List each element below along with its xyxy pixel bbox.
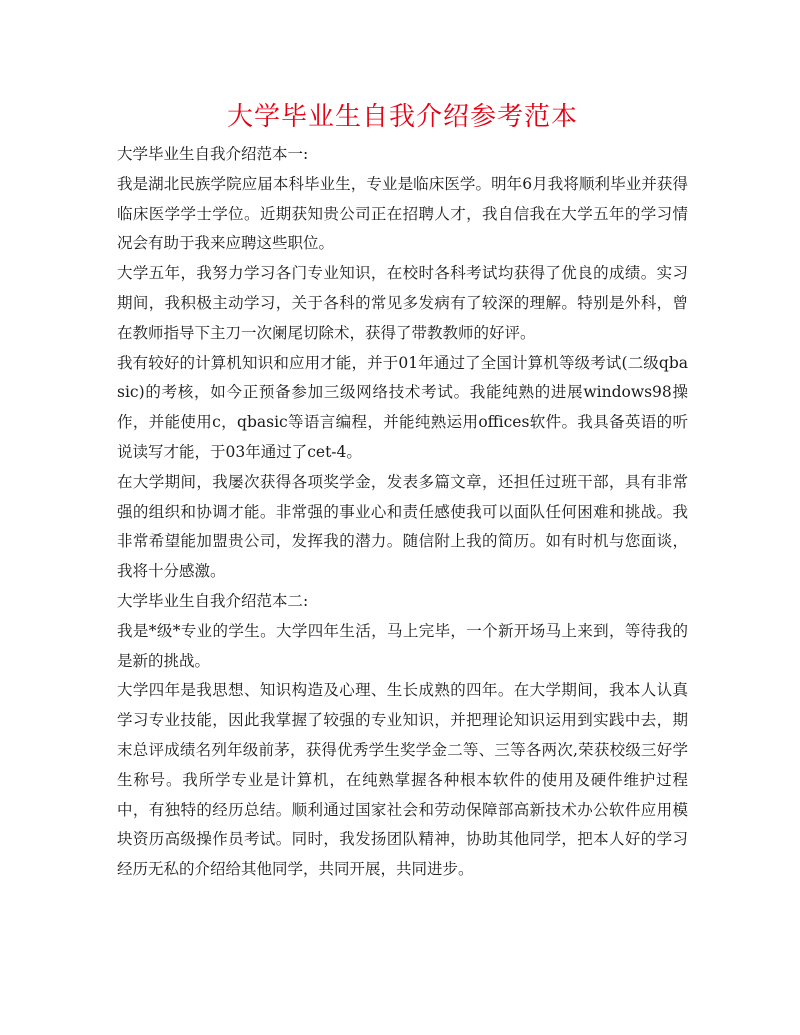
paragraph-intro-2: 我是*级*专业的学生。大学四年生活，马上完毕，一个新开场马上来到，等待我的是新的挑战。 bbox=[117, 621, 688, 670]
paragraph-university: 大学四年是我思想、知识构造及心理、生长成熟的四年。在大学期间，我本人认真学习专业技能，因此我掌握了较强的专业知识，并把理论知识运用到实践中去，期末总评成绩名列年级前茅，获得优秀学生奖学金二等、三等各两次,荣获校级三好学生称号。我所学专业是计算机，在纯熟掌握各种根本软件的使用及硬件维护过程中，有独特的经历总结。顺利通过国家社会和劳动保障部高新技术办公软件应用模块资历高级操作员考试。同时，我发扬团队精神，协助其他同学，把本人好的学习经历无私的介绍给其他同学，共同开展，共同进步。 bbox=[117, 681, 688, 879]
paragraph-intro: 我是湖北民族学院应届本科毕业生，专业是临床医学。明年6月我将顺利毕业并获得临床医学学士学位。近期获知贵公司正在招聘人才，我自信我在大学五年的学习情况会有助于我来应聘这些职位。 bbox=[117, 174, 688, 253]
paragraph-achievements: 在大学期间，我屡次获得各项奖学金，发表多篇文章，还担任过班干部，具有非常强的组织和协调才能。非常强的事业心和责任感使我可以面队任何困难和挑战。我非常希望能加盟贵公司，发挥我的潜力。随信附上我的简历。如有时机与您面谈，我将十分感激。 bbox=[117, 472, 688, 581]
paragraph-study: 大学五年，我努力学习各门专业知识，在校时各科考试均获得了优良的成绩。实习期间，我积极主动学习，关于各科的常见多发病有了较深的理解。特别是外科，曾在教师指导下主刀一次阑尾切除术，获得了带教教师的好评。 bbox=[117, 264, 688, 342]
section-heading-2: 大学毕业生自我介绍范本二: bbox=[117, 591, 309, 610]
paragraph-skills: 我有较好的计算机知识和应用才能，并于01年通过了全国计算机等级考试(二级qbasic)的考核，如今正预备参加三级网络技术考试。我能纯熟的进展windows98操作，并能使用c，qbasic等语言编程，并能纯熟运用offices软件。我具备英语的听说读写才能，于03年通过了cet-4。 bbox=[117, 353, 688, 461]
section-heading-1: 大学毕业生自我介绍范本一: bbox=[117, 145, 309, 163]
document-title: 大学毕业生自我介绍参考范本 bbox=[226, 102, 578, 132]
